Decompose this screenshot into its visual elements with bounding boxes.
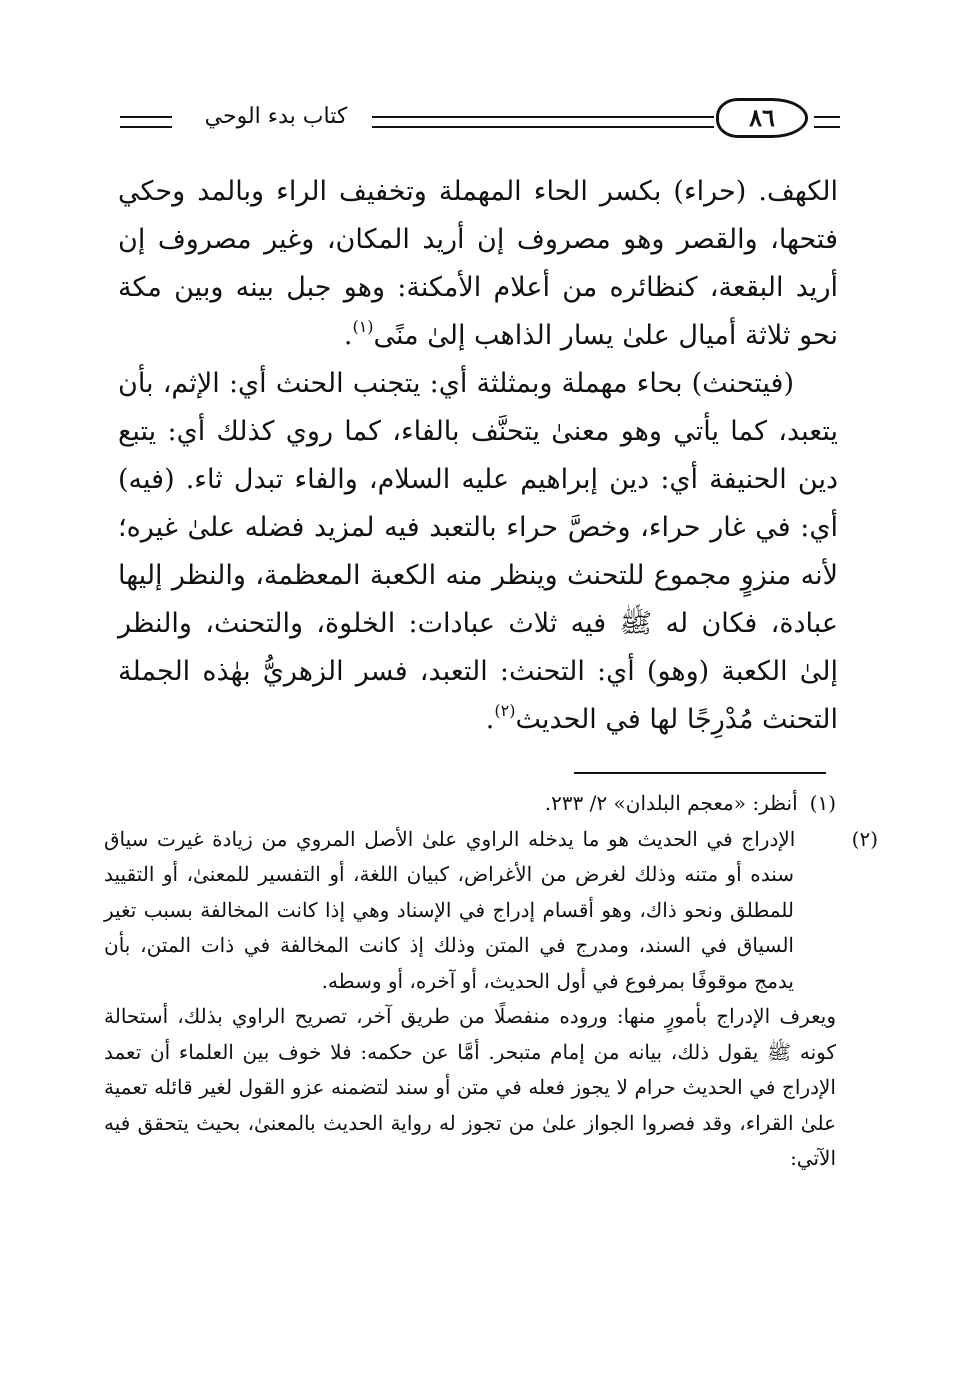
- footnote: [104, 786, 836, 822]
- paragraph: [118, 360, 838, 744]
- paragraph-end-mark: .: [485, 704, 495, 735]
- footnote-text: ويعرف الإدراج بأمورٍ منها: وروده منفصلًا من طريق آخر، تصريح الراوي بذلك، أستحالة كونه ﷺ يقول ذلك، بيانه من إمام متبحر. أمَّا عن حكمه: فلا خوف بين العلماء أن تعمد الإدراج في الحديث حرام لا يجوز فعله في متن أو سند لتضمنه عزو القول لغير قائله تعمية علىٰ القراء، وقد فصروا الجواز علىٰ من تجوز له رواية الحديث بالمعنىٰ، بحيث يتحقق فيه الآتي:: [104, 1004, 836, 1170]
- page-number-badge: [716, 98, 808, 138]
- header-rule-right: [814, 116, 840, 128]
- footnote-reference: (٢): [494, 701, 516, 720]
- header-rule-middle: [372, 116, 714, 128]
- footnote-number: (٢): [851, 826, 879, 851]
- page-number: ٨٦: [749, 103, 775, 132]
- footnote-text: الإدراج في الحديث هو ما يدخله الراوي علىٰ الأصل المروي من زيادة غيرت سياق سنده أو متنه وذلك لغرض من الأغراض، كبيان اللغة، أو التفسير للمعنىٰ، أو التقييد للمطلق ونحو ذاك، وهو أقسام إدراج في الإسناد وهي إذا كانت المخالفة بسبب تغير السياق في السند، ومدرج في المتن وذلك إذ كانت المخالفة في ذات المتن، بأن يدمج موقوفًا بمرفوع في أول الحديث، أو آخره، أو وسطه.: [104, 826, 796, 993]
- paragraph-text: (فيتحنث) بحاء مهملة وبمثلثة أي: يتجنب الحنث أي: الإثم، بأن يتعبد، كما يأتي وهو معنىٰ يتحنَّف بالفاء، كما روي كذلك أي: يتبع دين الحنيفة أي: دين إبراهيم عليه السلام، والفاء تبدل ثاء. (فيه) أي: في غار حراء، وخصَّ حراء بالتعبد فيه لمزيد فضله علىٰ غيره؛ لأنه منزوٍ مجموع للتحنث وينظر منه الكعبة المعظمة، والنظر إليها عبادة، فكان له ﷺ فيه ثلاث عبادات: الخلوة، والتحنث، والنظر إلىٰ الكعبة (وهو) أي: التحنث: التعبد، فسر الزهريُّ بهٰذه الجملة التحنث مُدْرِجًا لها في الحديث: [118, 368, 838, 735]
- footnote-separator: [574, 772, 826, 774]
- page-header: [110, 96, 840, 146]
- paragraph: [118, 168, 838, 360]
- footnote-continuation: [104, 999, 836, 1177]
- footnote-text: أنظر: «معجم البلدان» ٢/ ٢٣٣.: [544, 791, 798, 815]
- footnotes: [104, 786, 879, 1177]
- footnote-reference: (١): [352, 317, 374, 336]
- running-title: كتاب بدء الوحي: [204, 104, 348, 129]
- footnote-number: (١): [809, 791, 836, 815]
- paragraph-end-mark: .: [343, 320, 353, 351]
- footnote: [104, 822, 879, 1000]
- paragraph-text: الكهف. (حراء) بكسر الحاء المهملة وتخفيف الراء وبالمد وحكي فتحها، والقصر وهو مصروف إن أريد المكان، وغير مصروف إن أريد البقعة، كنظائره من أعلام الأمكنة: وهو جبل بينه وبين مكة نحو ثلاثة أميال علىٰ يسار الذاهب إلىٰ منًى: [118, 176, 838, 351]
- header-rule-left: [120, 116, 172, 128]
- main-text: [118, 168, 838, 744]
